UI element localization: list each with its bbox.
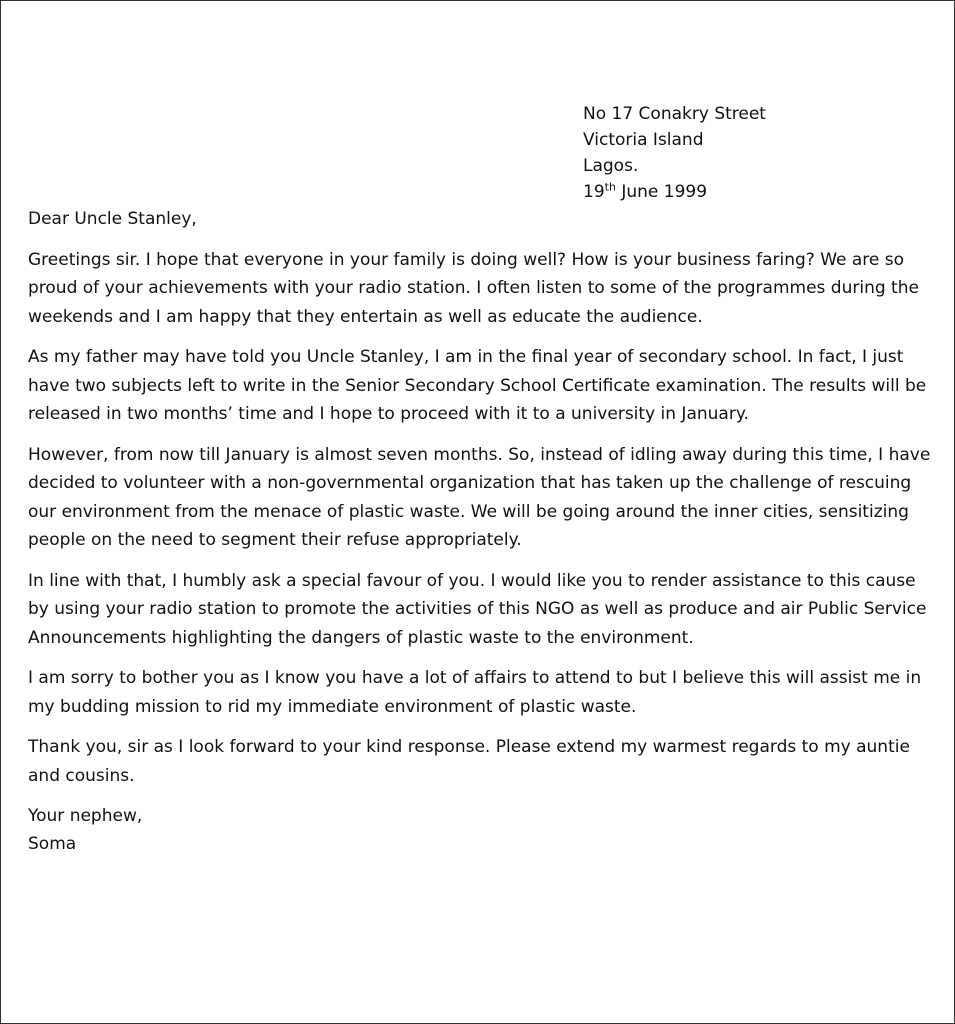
paragraph-school: As my father may have told you Uncle Stanley, I am in the final year of secondary school. In fact, I just have two subjects left to write in the Senior Secondary School Certificate examination. The results will be released in two months’ time and I hope to proceed with it to a university in January. — [28, 347, 927, 424]
salutation: Dear Uncle Stanley, — [28, 209, 197, 229]
address-area: Victoria Island — [583, 130, 704, 150]
date-day: 19 — [583, 182, 605, 202]
paragraph-request: In line with that, I humbly ask a special favour of you. I would like you to render assistance to this cause by using your radio station to promote the activities of this NGO as well as produce and air Public Service Announcements highlighting the dangers of plastic waste to the environment. — [28, 570, 927, 648]
closing-phrase: Your nephew, — [28, 806, 143, 826]
paragraph-greetings: Greetings sir. I hope that everyone in your family is doing well? How is your business faring? We are so proud of your achievements with your radio station. I often listen to some of the programmes during the weekends and I am happy that they entertain as well as educate the audience. — [28, 249, 919, 327]
date-ordinal-suffix: th — [604, 180, 616, 194]
signoff — [28, 802, 933, 858]
address-street: No 17 Conakry Street — [583, 104, 766, 124]
date-month-year: June 1999 — [615, 182, 708, 202]
letter-body — [28, 205, 933, 858]
paragraph-apology: I am sorry to bother you as I know you have a lot of affairs to attend to but I believe this will assist me in my budding mission to rid my immediate environment of plastic waste. — [28, 668, 922, 717]
signature-name: Soma — [28, 834, 77, 854]
paragraph-volunteer: However, from now till January is almost seven months. So, instead of idling away during this time, I have decided to volunteer with a non-governmental organization that has taken up the challenge of rescuing our environment from the menace of plastic waste. We will be going around the inner cities, sensitizing people on the need to segment their refuse appropriately. — [28, 444, 931, 550]
address-city: Lagos. — [583, 156, 639, 176]
paragraph-thanks: Thank you, sir as I look forward to your kind response. Please extend my warmest regards to my auntie and cousins. — [28, 737, 910, 786]
letter-date — [583, 179, 766, 205]
sender-address — [583, 101, 766, 205]
